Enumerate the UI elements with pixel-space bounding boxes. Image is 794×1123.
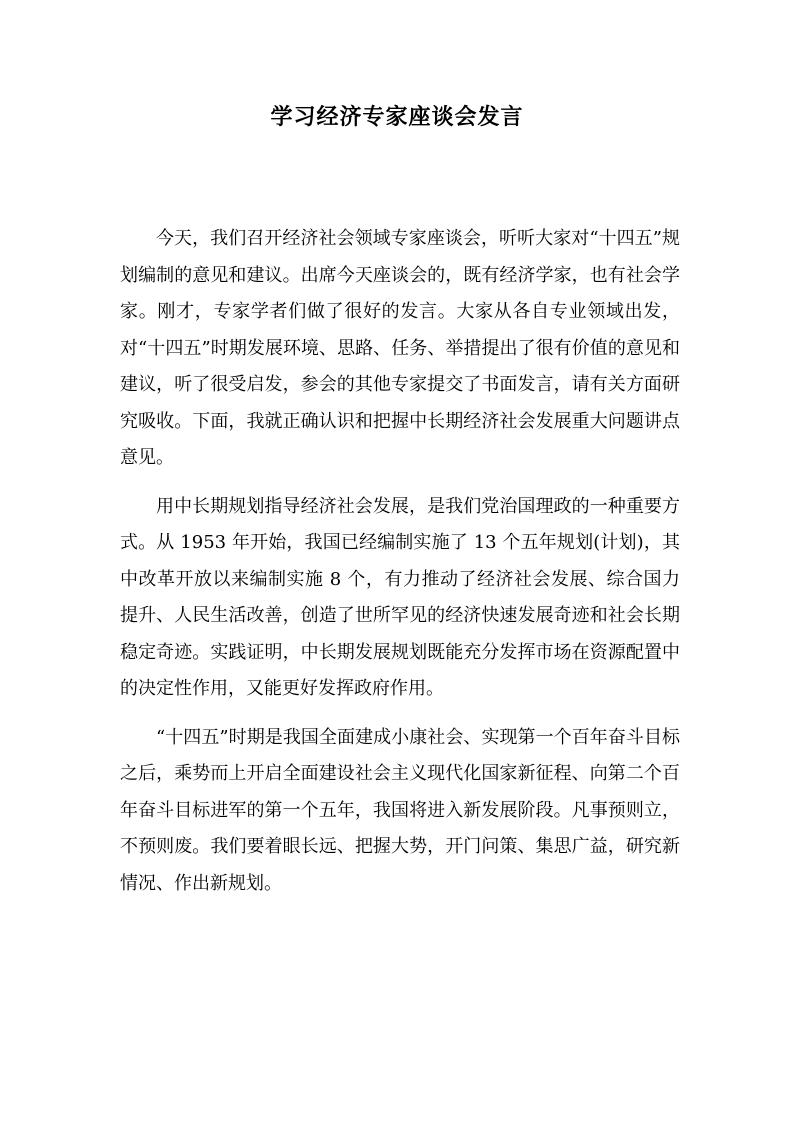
paragraph-3: “十四五”时期是我国全面建成小康社会、实现第一个百年奋斗目标之后，乘势而上开启全面建设社会主义现代化国家新征程、向第二个百年奋斗目标进军的第一个五年，我国将进入新发展阶段。凡事预则立，不预则废。我们要着眼长远、把握大势，开门问策、集思广益，研究新情况、作出新规划。 [120,726,680,894]
paragraph-2: 用中长期规划指导经济社会发展，是我们党治国理政的一种重要方式。从 1953 年开始，我国已经编制实施了 13 个五年规划(计划)，其中改革开放以来编制实施 8 个，有力推动了经济社会发展、综合国力提升、人民生活改善，创造了世所罕见的经济快速发展奇迹和社会长期稳定奇迹。实践证明，中长期发展规划既能充分发挥市场在资源配置中的决定性作用，又能更好发挥政府作用。 [120,495,680,699]
document-body [120,221,680,914]
document-title: 学习经济专家座谈会发言 [270,104,524,130]
paragraph-1: 今天，我们召开经济社会领域专家座谈会，听听大家对“十四五”规划编制的意见和建议。出席今天座谈会的，既有经济学家，也有社会学家。刚才，专家学者们做了很好的发言。大家从各自专业领域出发，对“十四五”时期发展环境、思路、任务、举措提出了很有价值的意见和建议，听了很受启发，参会的其他专家提交了书面发言，请有关方面研究吸收。下面，我就正确认识和把握中长期经济社会发展重大问题讲点意见。 [120,228,680,468]
